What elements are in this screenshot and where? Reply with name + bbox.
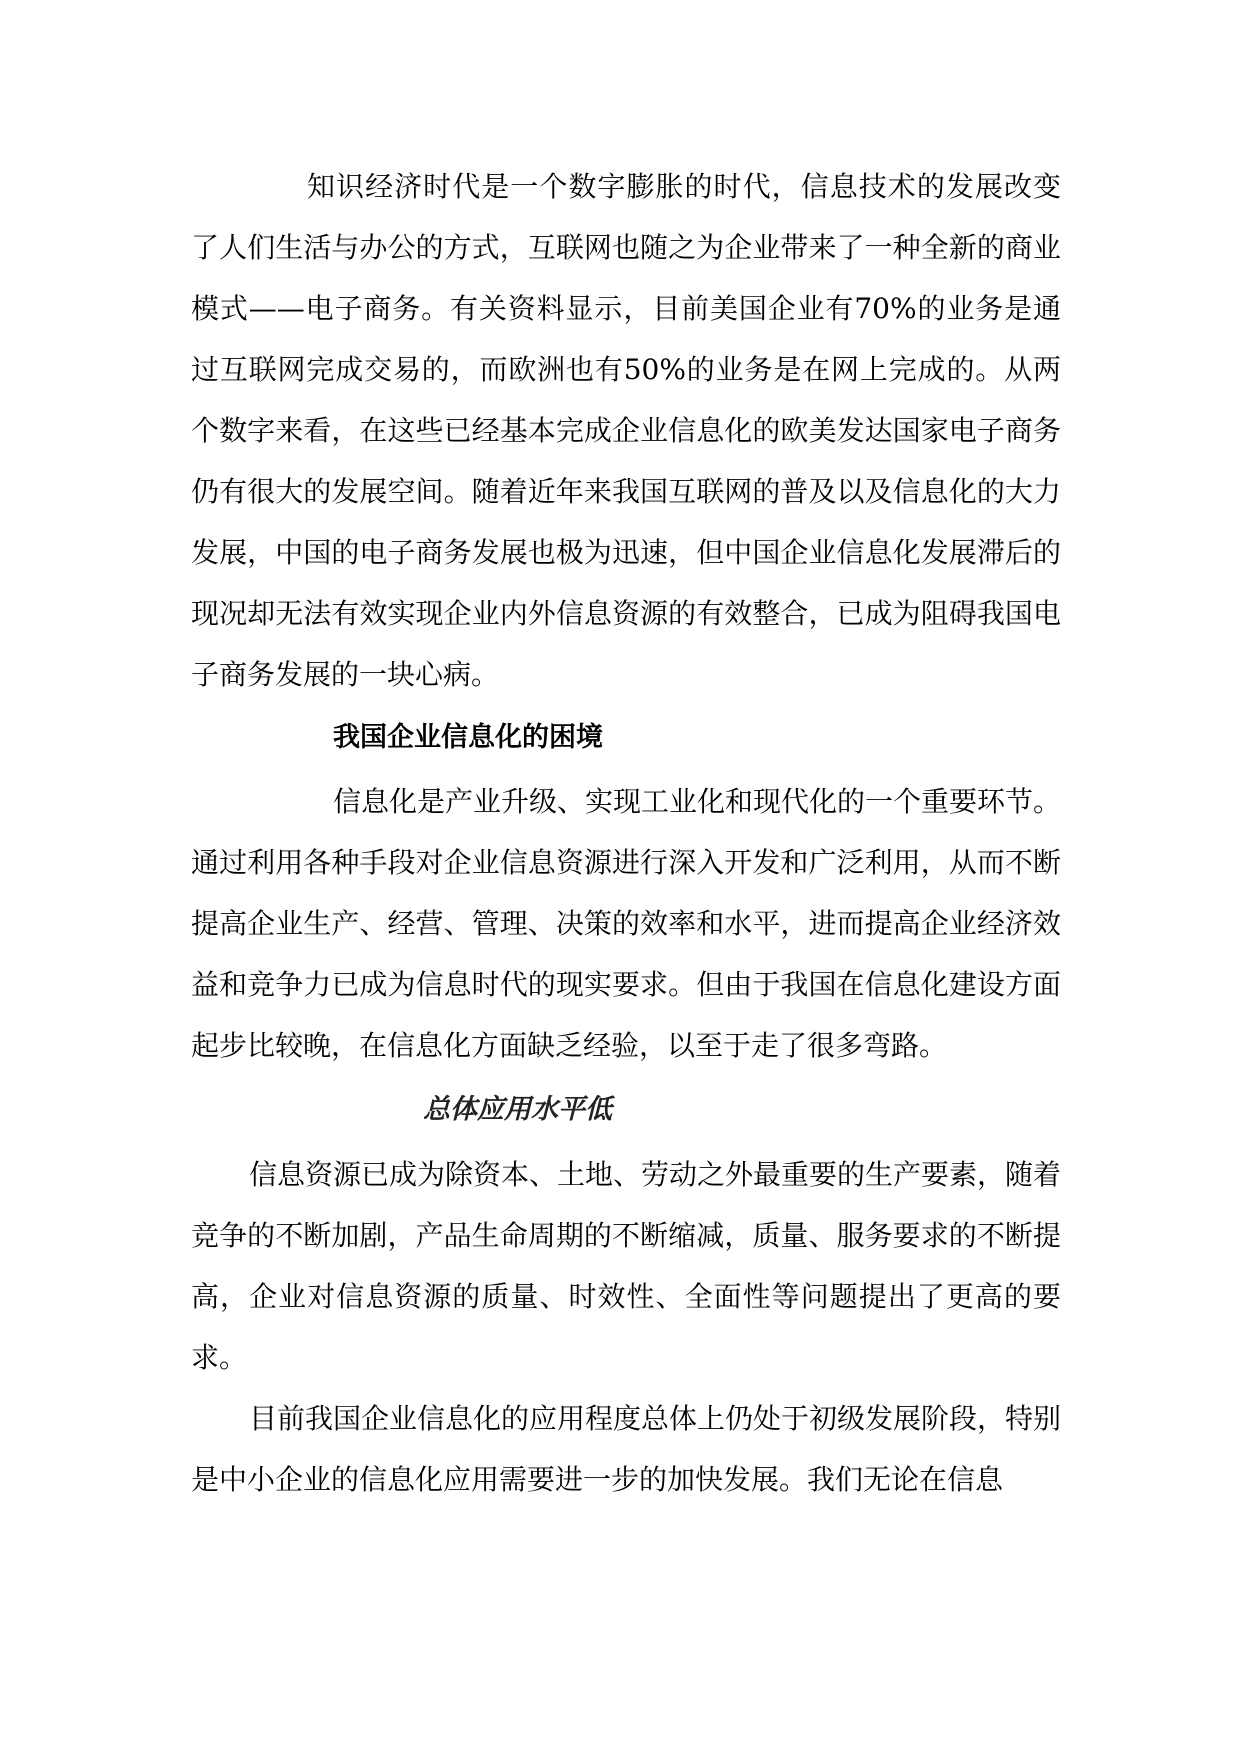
resources-paragraph: 信息资源已成为除资本、土地、劳动之外最重要的生产要素，随着竞争的不断加剧，产品生命周期的不断缩减，质量、服务要求的不断提高，企业对信息资源的质量、时效性、全面性等问题提出了更高的要求。 <box>191 1158 1062 1374</box>
section-heading: 我国企业信息化的困境 <box>333 722 603 753</box>
intro-paragraph: 知识经济时代是一个数字膨胀的时代，信息技术的发展改变了人们生活与办公的方式，互联网也随之为企业带来了一种全新的商业模式——电子商务。有关资料显示，目前美国企业有70%的业务是通过互联网完成交易的，而欧洲也有50%的业务是在网上完成的。从两个数字来看，在这些已经基本完成企业信息化的欧美发达国家电子商务仍有很大的发展空间。随着近年来我国互联网的普及以及信息化的大力发展，中国的电子商务发展也极为迅速，但中国企业信息化发展滞后的现况却无法有效实现企业内外信息资源的有效整合，已成为阻碍我国电子商务发展的一块心病。 <box>191 170 1061 691</box>
subsection-heading: 总体应用水平低 <box>423 1094 612 1125</box>
document-body <box>191 156 1061 1510</box>
dilemma-paragraph: 信息化是产业升级、实现工业化和现代化的一个重要环节。通过利用各种手段对企业信息资源进行深入开发和广泛利用，从而不断提高企业生产、经营、管理、决策的效率和水平，进而提高企业经济效益和竞争力已成为信息时代的现实要求。但由于我国在信息化建设方面起步比较晚，在信息化方面缺乏经验，以至于走了很多弯路。 <box>191 785 1062 1062</box>
current-status-paragraph: 目前我国企业信息化的应用程度总体上仍处于初级发展阶段，特别是中小企业的信息化应用需要进一步的加快发展。我们无论在信息 <box>191 1402 1062 1496</box>
